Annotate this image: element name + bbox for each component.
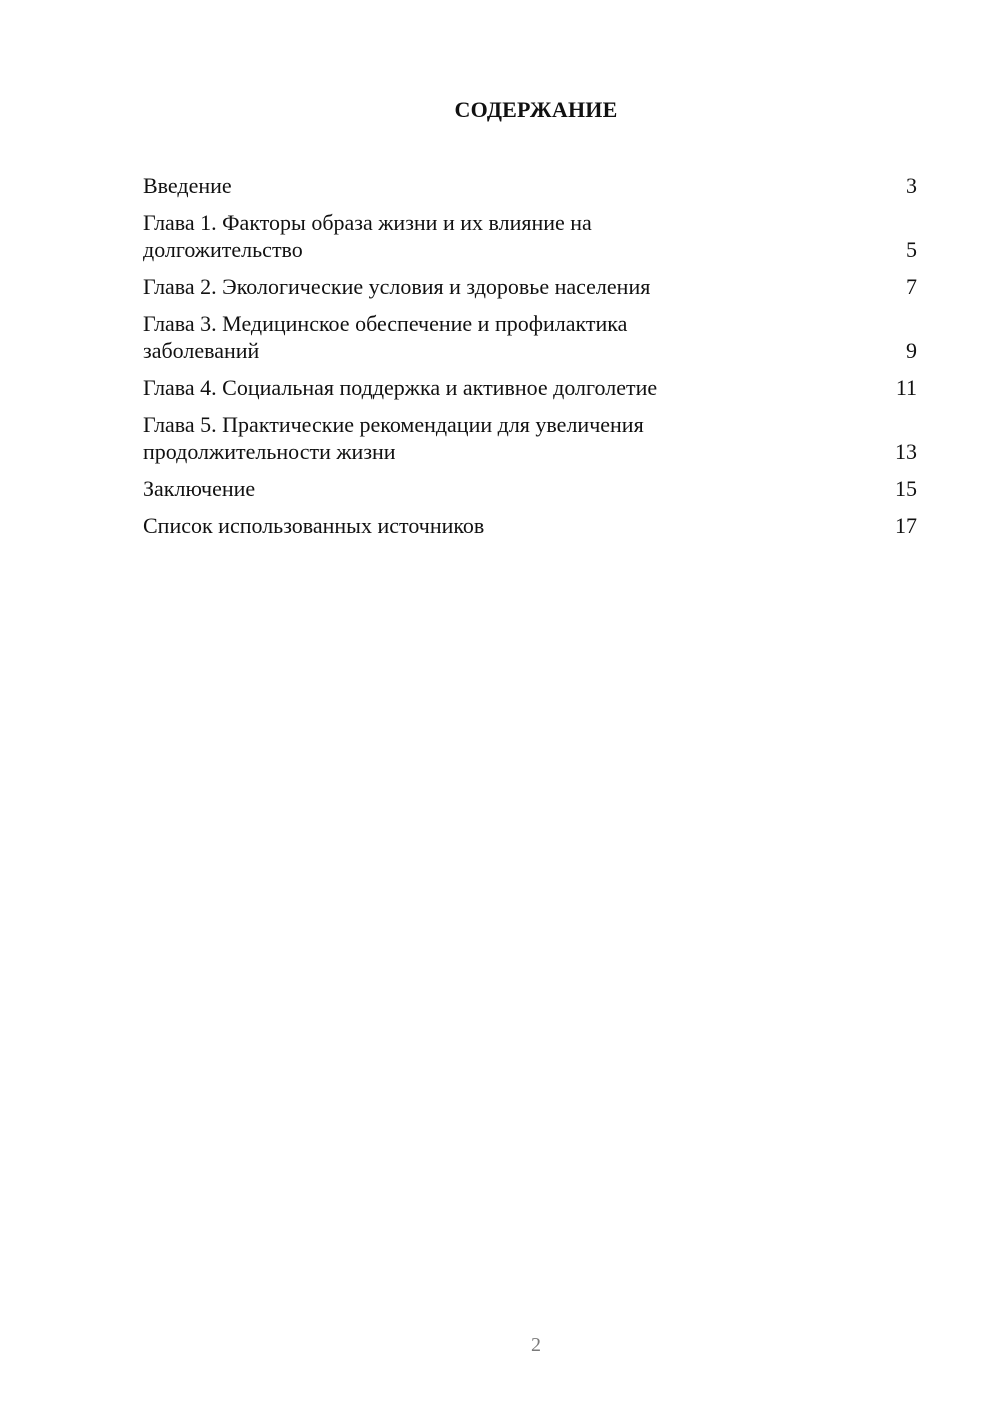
toc-entry-text: Список использованных источников	[143, 513, 485, 538]
toc-entry-page: 17	[895, 513, 917, 538]
toc-entry-text	[143, 310, 763, 364]
toc-entry-chapter-4[interactable]	[143, 374, 919, 401]
toc-entry-text	[143, 411, 763, 465]
toc-entry-page: 15	[895, 476, 917, 501]
toc-entry-text-line: продолжительности жизни	[143, 439, 396, 464]
toc-entry-page: 9	[906, 338, 917, 363]
toc-entry-text-line: Глава 5. Практические рекомендации для увеличения	[143, 412, 644, 437]
toc-entry-text-line: заболеваний	[143, 338, 260, 363]
toc-entry-text: Заключение	[143, 476, 256, 501]
toc-entry-text: Глава 4. Социальная поддержка и активное долголетие	[143, 375, 658, 400]
toc-entry-chapter-3[interactable]	[143, 310, 919, 364]
toc-entry-page: 7	[906, 274, 917, 299]
toc-entry-references[interactable]	[143, 512, 919, 539]
toc-entry-chapter-2[interactable]	[143, 273, 919, 300]
toc-entry-text: Введение	[143, 173, 232, 198]
page-number: 2	[531, 1334, 541, 1356]
toc-entry-conclusion[interactable]	[143, 475, 919, 502]
toc-entry-page: 5	[906, 237, 917, 262]
table-of-contents	[143, 172, 919, 549]
toc-entry-text-line: долгожительство	[143, 237, 303, 262]
toc-entry-text: Глава 2. Экологические условия и здоровье населения	[143, 274, 651, 299]
toc-entry-text-line: Глава 3. Медицинское обеспечение и профилактика	[143, 311, 628, 336]
toc-entry-chapter-5[interactable]	[143, 411, 919, 465]
toc-entry-page: 13	[895, 439, 917, 464]
page-title: СОДЕРЖАНИЕ	[454, 97, 618, 122]
toc-entry-page: 3	[906, 173, 917, 198]
toc-entry-introduction[interactable]	[143, 172, 919, 199]
toc-entry-text	[143, 209, 763, 263]
toc-entry-page: 11	[895, 375, 917, 400]
toc-entry-text-line: Глава 1. Факторы образа жизни и их влияние на	[143, 210, 592, 235]
toc-entry-chapter-1[interactable]	[143, 209, 919, 263]
